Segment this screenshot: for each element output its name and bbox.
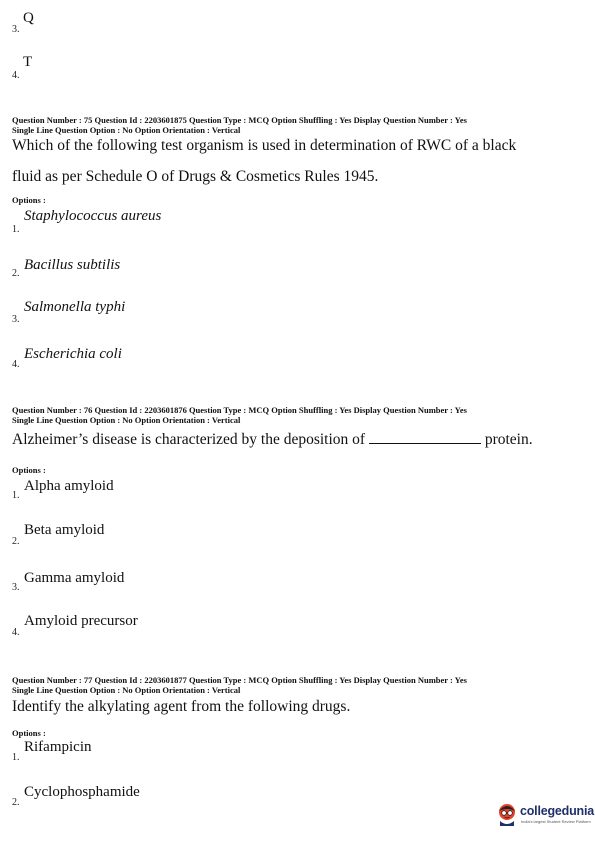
option-number: 3. (12, 582, 20, 593)
question-text-before-blank: Alzheimer’s disease is characterized by the deposition of (12, 431, 366, 448)
option-text: Amyloid precursor (24, 613, 138, 629)
option-number: 2. (12, 536, 20, 547)
option-text: Escherichia coli (24, 346, 122, 362)
question-meta-line: Question Number : 76 Question Id : 2203601876 Question Type : MCQ Option Shuffling : Yes Display Question Number : Yes (12, 405, 467, 415)
option-text: Rifampicin (24, 739, 92, 755)
option-text: Beta amyloid (24, 522, 105, 538)
option-number: 1. (12, 490, 20, 501)
option-number: 4. (12, 359, 20, 370)
question-meta-line: Single Line Question Option : No Option Orientation : Vertical (12, 415, 241, 425)
question-meta (12, 115, 467, 135)
question-meta-line: Question Number : 77 Question Id : 2203601877 Question Type : MCQ Option Shuffling : Yes Display Question Number : Yes (12, 675, 467, 685)
option-number: 4. (12, 627, 20, 638)
question-text (12, 431, 533, 449)
option-number: 2. (12, 268, 20, 279)
option-text: Salmonella typhi (24, 299, 126, 315)
collegedunia-logo (496, 800, 595, 832)
options-label: Options : (12, 728, 46, 738)
logo-tagline: India's largest Student Review Platform (521, 819, 591, 824)
question-text: Which of the following test organism is used in determination of RWC of a black (12, 137, 517, 154)
options-label: Options : (12, 465, 46, 475)
option-number: 1. (12, 224, 20, 235)
fill-in-blank (369, 442, 481, 444)
option-number: 2. (12, 797, 20, 808)
option-number: 1. (12, 752, 20, 763)
question-meta-line: Single Line Question Option : No Option Orientation : Vertical (12, 125, 241, 135)
option-number: 3. (12, 24, 20, 35)
option-text: T (23, 54, 33, 70)
question-text: Identify the alkylating agent from the following drugs. (12, 698, 351, 715)
question-meta-line: Single Line Question Option : No Option Orientation : Vertical (12, 685, 241, 695)
option-text: Staphylococcus aureus (24, 208, 162, 224)
option-text: Gamma amyloid (24, 570, 125, 586)
options-label: Options : (12, 195, 46, 205)
logo-brand-text: collegedunia (520, 804, 595, 818)
question-meta (12, 675, 467, 695)
question-text-after-blank: protein. (484, 431, 533, 448)
question-meta-line: Question Number : 75 Question Id : 2203601875 Question Type : MCQ Option Shuffling : Yes Display Question Number : Yes (12, 115, 467, 125)
option-text: Cyclophosphamide (24, 784, 140, 800)
option-number: 4. (12, 70, 20, 81)
option-text: Q (23, 10, 34, 26)
option-number: 3. (12, 314, 20, 325)
student-mascot-icon (496, 802, 518, 826)
question-meta (12, 405, 467, 425)
question-text: fluid as per Schedule O of Drugs & Cosmetics Rules 1945. (12, 168, 379, 185)
option-text: Bacillus subtilis (24, 257, 121, 273)
option-text: Alpha amyloid (24, 478, 114, 494)
